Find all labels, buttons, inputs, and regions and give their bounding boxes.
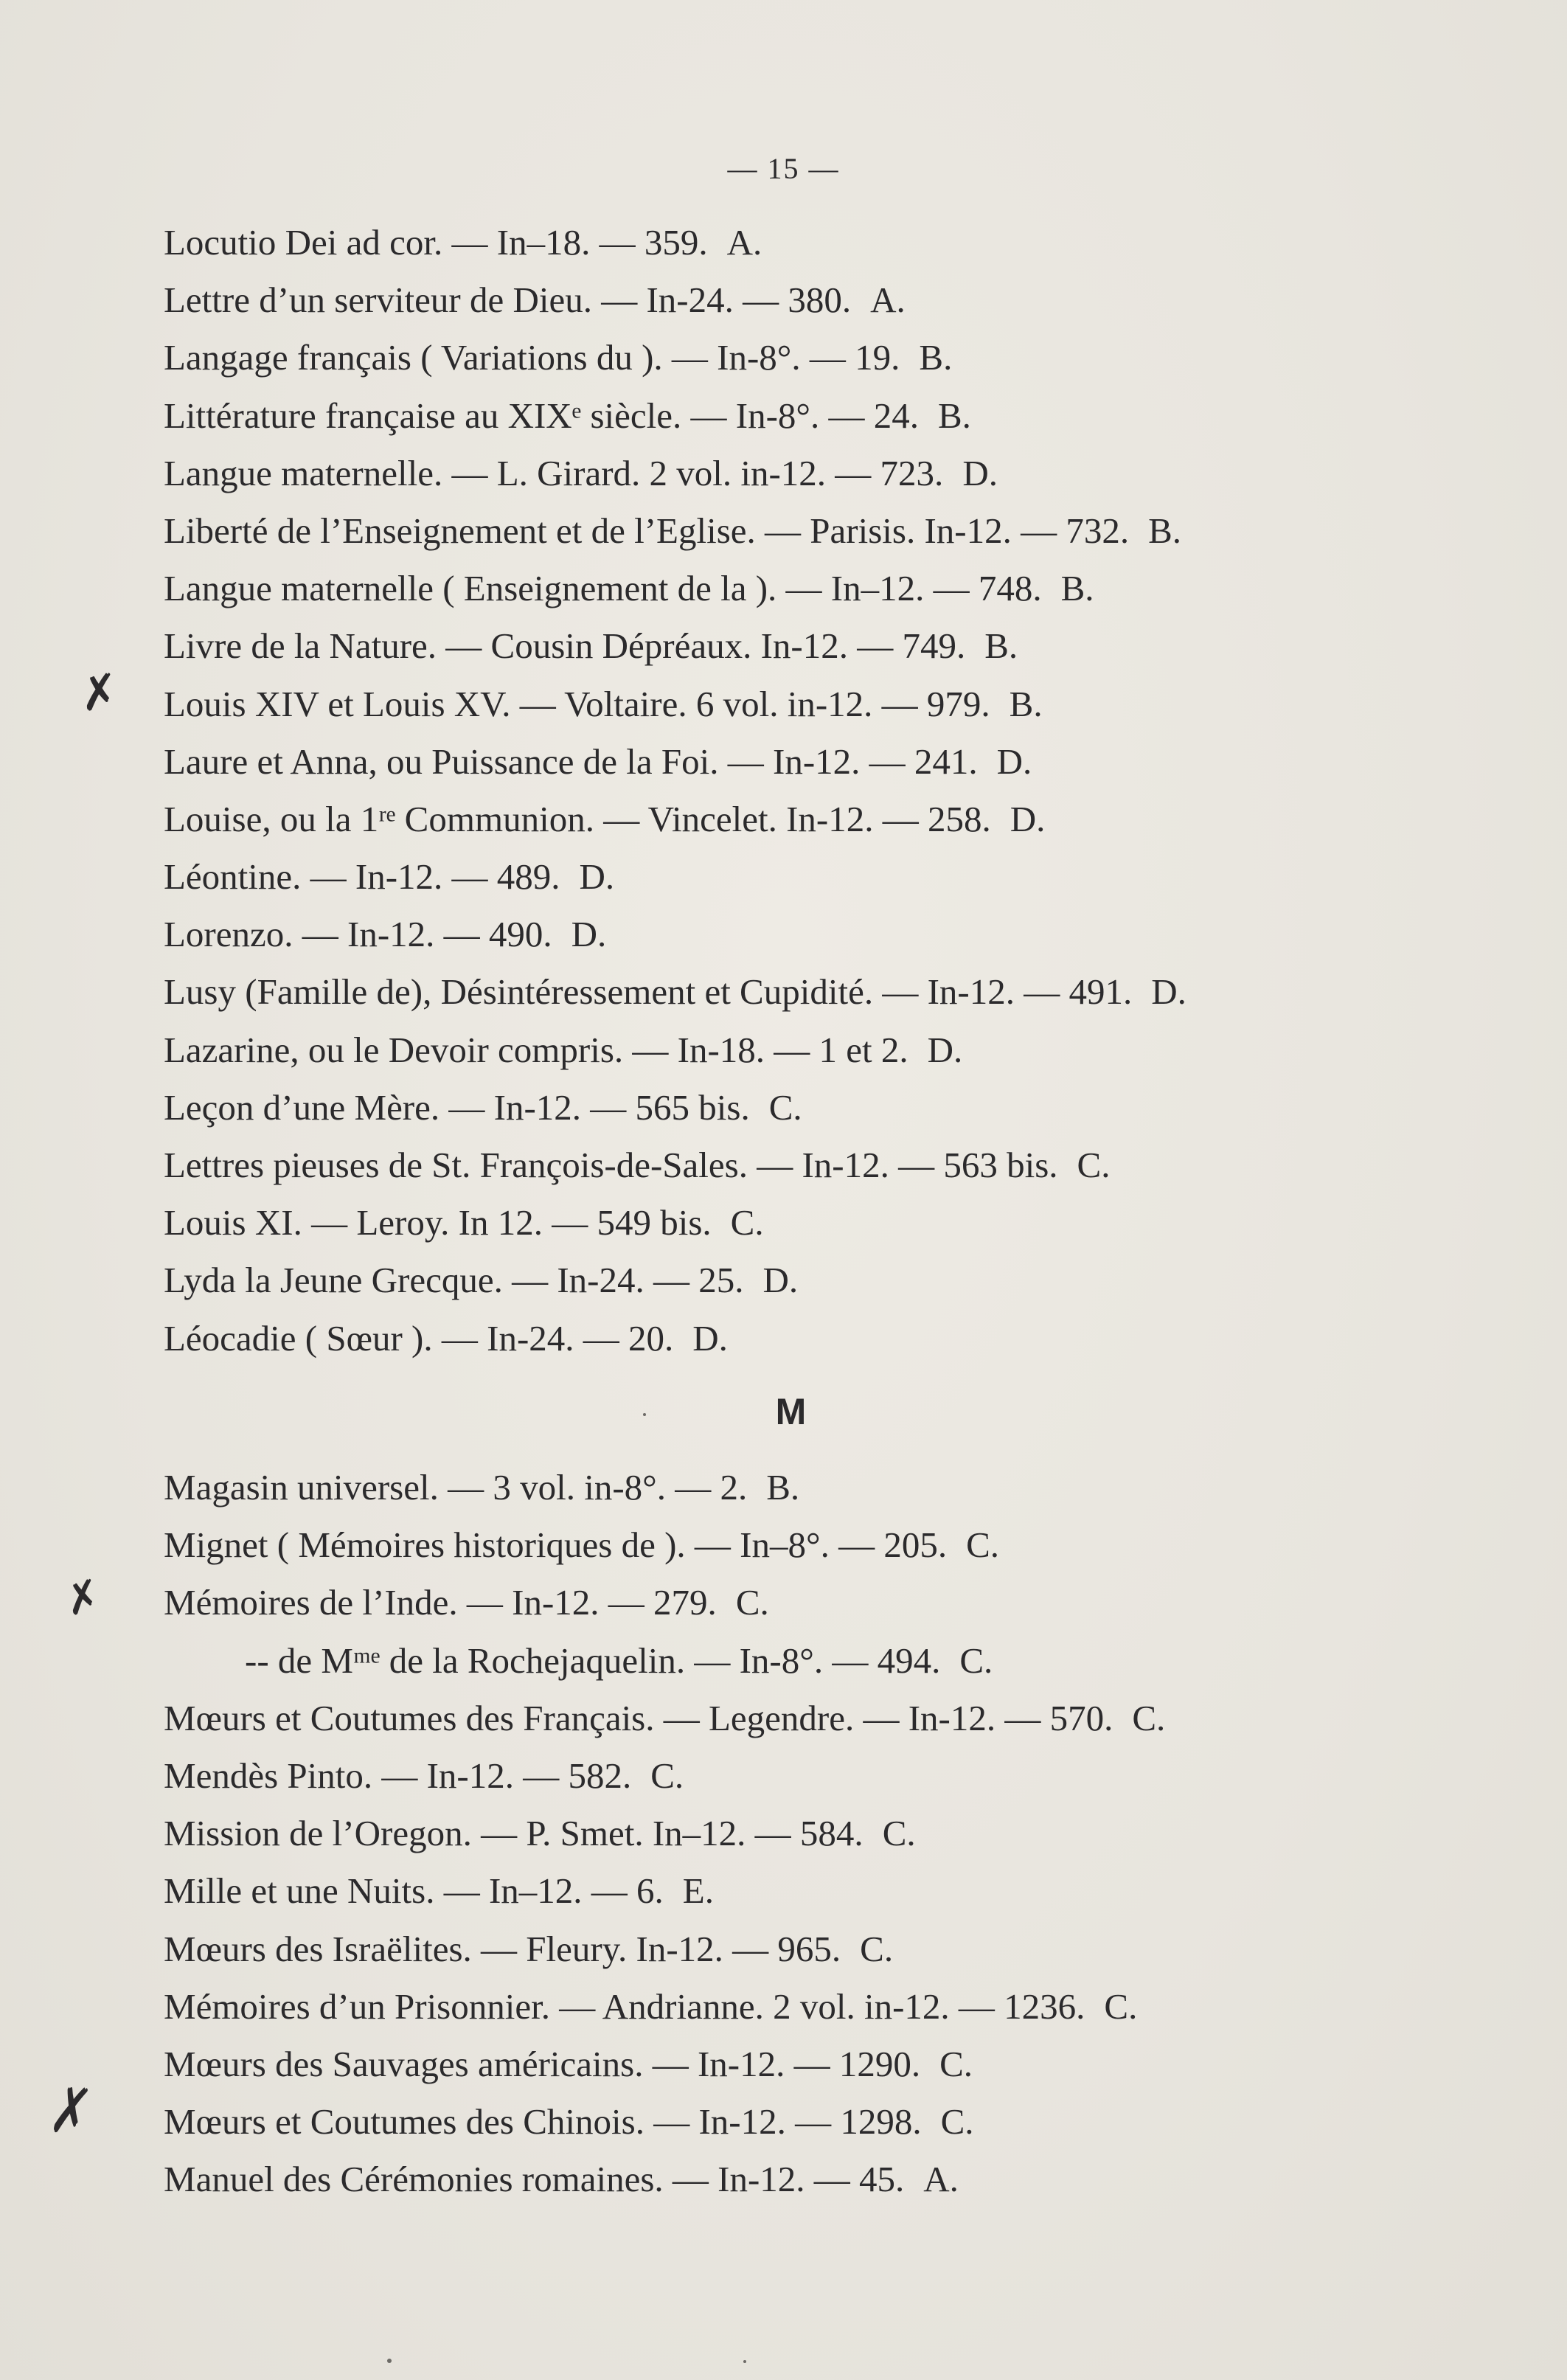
section-heading: M	[775, 1391, 807, 1432]
list-item	[164, 1574, 1432, 1631]
entry-letter: B.	[984, 625, 1018, 667]
entry-text: Mémoires d’un Prisonnier. — Andrianne. 2 vol. in-12. — 1236.	[164, 1985, 1085, 2027]
entry-letter: C.	[735, 1582, 769, 1623]
entry-text: Mœurs et Coutumes des Chinois. — In-12. — 1298.	[164, 2101, 922, 2143]
paper-speck	[387, 2359, 392, 2363]
list-item	[164, 1805, 1432, 1862]
entry-text: Laure et Anna, ou Puissance de la Foi. — In-12. — 241.	[164, 740, 978, 782]
list-item	[164, 848, 1432, 906]
entry-letter: B.	[766, 1467, 800, 1508]
list-item	[164, 1079, 1432, 1137]
list-item	[164, 2151, 1432, 2208]
entry-text: Léocadie ( Sœur ). — In-24. — 20.	[164, 1317, 674, 1359]
handwritten-cross-mark: ✗	[59, 1569, 107, 1626]
entry-letter: B.	[1148, 510, 1182, 551]
entry-letter: D.	[927, 1029, 963, 1070]
entry-letter: D.	[579, 856, 615, 898]
entry-text: Louis XIV et Louis XV. — Voltaire. 6 vol. in-12. — 979.	[164, 683, 990, 724]
list-item	[164, 1690, 1432, 1747]
entry-letter: B.	[919, 337, 953, 378]
list-item	[164, 502, 1432, 560]
list-item	[164, 214, 1432, 271]
list-item	[164, 1137, 1432, 1194]
entry-letter: C.	[959, 1640, 993, 1681]
list-item	[164, 1459, 1432, 1516]
handwritten-cross-mark: ✗	[76, 663, 123, 724]
paper-speck	[643, 1413, 646, 1416]
entry-letter: C.	[1132, 1697, 1166, 1738]
entry-text: Mœurs des Israëlites. — Fleury. In-12. — 965.	[164, 1928, 841, 1969]
list-item	[164, 1921, 1432, 1978]
entry-letter: E.	[682, 1870, 714, 1912]
entry-letter: D.	[962, 452, 998, 493]
list-item	[164, 1194, 1432, 1252]
list-item	[164, 1632, 1432, 1690]
list-item	[164, 387, 1432, 445]
entry-text: Lettre d’un serviteur de Dieu. — In-24. — 380.	[164, 280, 852, 321]
list-item	[164, 676, 1432, 733]
list-item	[164, 963, 1432, 1021]
entry-letter: C.	[1077, 1145, 1111, 1185]
entry-letter: B.	[1009, 683, 1043, 724]
list-item	[164, 1978, 1432, 2036]
entry-text: Léontine. — In-12. — 489.	[164, 856, 560, 898]
entry-letter: B.	[1060, 568, 1094, 609]
entries-list-m	[164, 1459, 1432, 2208]
list-item	[164, 906, 1432, 963]
handwritten-cross-mark: ✗	[45, 2069, 97, 2153]
entry-letter: D.	[996, 740, 1032, 782]
entry-text: Mémoires de l’Inde. — In-12. — 279.	[164, 1582, 717, 1623]
list-item	[164, 2036, 1432, 2093]
list-item	[164, 445, 1432, 502]
list-item	[164, 560, 1432, 617]
entry-letter: C.	[940, 2101, 974, 2143]
entry-letter: C.	[768, 1086, 802, 1128]
entry-text: Lyda la Jeune Grecque. — In-24. — 25.	[164, 1260, 744, 1301]
entry-text: Lusy (Famille de), Désintéressement et Cupidité. — In-12. — 491.	[164, 971, 1133, 1013]
entry-letter: A.	[726, 222, 762, 263]
list-item	[164, 329, 1432, 386]
entry-text: Livre de la Nature. — Cousin Dépréaux. In-12. — 749.	[164, 625, 966, 667]
paper-speck	[743, 2360, 746, 2363]
entry-text: Leçon d’une Mère. — In-12. — 565 bis.	[164, 1086, 750, 1128]
list-item	[164, 2093, 1432, 2151]
entry-letter: C.	[966, 1524, 1000, 1566]
entry-letter: C.	[939, 2043, 973, 2084]
list-item	[164, 1021, 1432, 1079]
list-item	[164, 791, 1432, 848]
entry-text: Lettres pieuses de St. François-de-Sales. — In-12. — 563 bis.	[164, 1145, 1058, 1185]
list-item	[164, 271, 1432, 329]
page-number: — 15 —	[727, 152, 840, 185]
entry-letter: C.	[882, 1813, 916, 1854]
entry-text: Lorenzo. — In-12. — 490.	[164, 914, 552, 955]
entry-letter: C.	[730, 1202, 764, 1243]
list-item	[164, 1862, 1432, 1920]
entry-letter: C.	[1104, 1985, 1138, 2027]
list-item	[164, 1516, 1432, 1574]
list-item	[164, 733, 1432, 791]
entry-letter: A.	[870, 280, 906, 321]
entries-list-l	[164, 214, 1432, 1367]
entry-text: Mille et une Nuits. — In–12. — 6.	[164, 1870, 664, 1912]
list-item	[164, 1252, 1432, 1309]
entry-letter: D.	[571, 914, 607, 955]
entry-text: -- de Mᵐᵉ de la Rochejaquelin. — In-8°. — 494.	[245, 1640, 941, 1681]
entry-letter: C.	[650, 1755, 684, 1796]
entry-text: Mignet ( Mémoires historiques de ). — In–8°. — 205.	[164, 1524, 948, 1566]
entry-text: Lazarine, ou le Devoir compris. — In-18. — 1 et 2.	[164, 1029, 908, 1070]
entry-text: Liberté de l’Enseignement et de l’Eglise. — Parisis. In-12. — 732.	[164, 510, 1130, 551]
entry-text: Langue maternelle ( Enseignement de la ). — In–12. — 748.	[164, 568, 1042, 609]
entry-text: Louis XI. — Leroy. In 12. — 549 bis.	[164, 1202, 712, 1243]
entry-letter: D.	[692, 1317, 728, 1359]
list-item	[164, 617, 1432, 675]
entry-text: Manuel des Cérémonies romaines. — In-12. — 45.	[164, 2159, 905, 2200]
entry-letter: D.	[1151, 971, 1186, 1013]
entry-text: Mission de l’Oregon. — P. Smet. In–12. — 584.	[164, 1813, 864, 1854]
entry-text: Mœurs et Coutumes des Français. — Legendre. — In-12. — 570.	[164, 1697, 1113, 1738]
entry-text: Langue maternelle. — L. Girard. 2 vol. in-12. — 723.	[164, 452, 944, 493]
entry-text: Mœurs des Sauvages américains. — In-12. — 1290.	[164, 2043, 921, 2084]
entry-letter: A.	[923, 2159, 959, 2200]
entry-text: Mendès Pinto. — In-12. — 582.	[164, 1755, 632, 1796]
list-item	[164, 1310, 1432, 1367]
entry-text: Locutio Dei ad cor. — In–18. — 359.	[164, 222, 708, 263]
entry-text: Louise, ou la 1ʳᵉ Communion. — Vincelet. In-12. — 258.	[164, 798, 991, 839]
entry-letter: D.	[1010, 798, 1046, 839]
list-item	[164, 1747, 1432, 1805]
entry-text: Littérature française au XIXᵉ siècle. — In-8°. — 24.	[164, 395, 919, 436]
entry-letter: B.	[938, 395, 971, 436]
entry-text: Langage français ( Variations du ). — In-8°. — 19.	[164, 337, 900, 378]
entry-text: Magasin universel. — 3 vol. in-8°. — 2.	[164, 1467, 748, 1508]
entry-letter: C.	[860, 1928, 894, 1969]
entry-letter: D.	[762, 1260, 799, 1301]
